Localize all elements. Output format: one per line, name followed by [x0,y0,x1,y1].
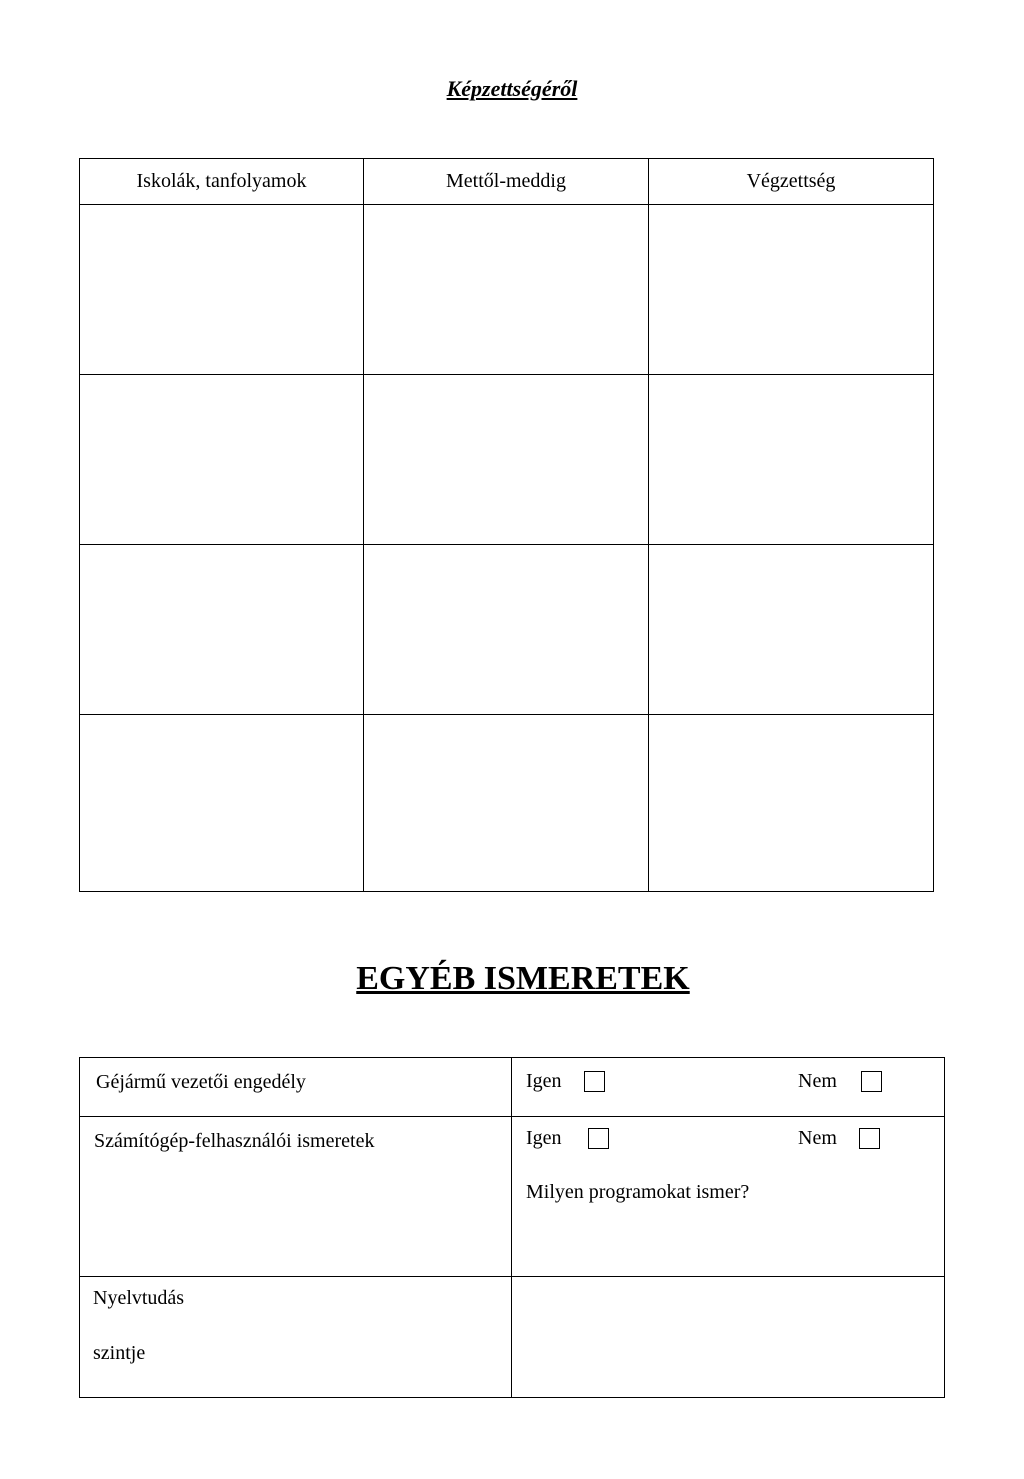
schools-cell[interactable] [80,545,364,715]
programs-question: Milyen programokat ismer? [526,1181,750,1203]
computer-no-checkbox[interactable] [859,1128,880,1149]
license-yes-option[interactable] [526,1070,605,1093]
column-header-qualification: Végzettség [649,159,934,205]
table-row [80,205,934,375]
computer-label: Számítógép-felhasználói ismeretek [80,1117,512,1277]
computer-row [80,1117,945,1277]
schools-cell[interactable] [80,375,364,545]
language-input-cell[interactable] [512,1277,945,1398]
computer-yes-label: Igen [526,1127,562,1149]
license-no-checkbox[interactable] [861,1071,882,1092]
language-label: Nyelvtudás [93,1287,185,1309]
computer-no-label: Nem [798,1127,837,1149]
language-level-label: szintje [93,1342,146,1364]
license-yes-checkbox[interactable] [584,1071,605,1092]
computer-yes-checkbox[interactable] [588,1128,609,1149]
period-cell[interactable] [364,715,649,892]
license-yes-label: Igen [526,1070,562,1092]
schools-cell[interactable] [80,205,364,375]
computer-yes-option[interactable] [526,1127,609,1150]
table-row [80,715,934,892]
schools-cell[interactable] [80,715,364,892]
table-row [80,545,934,715]
computer-options [512,1117,945,1277]
column-header-period: Mettől-meddig [364,159,649,205]
license-options [512,1058,945,1117]
license-row [80,1058,945,1117]
period-cell[interactable] [364,205,649,375]
period-cell[interactable] [364,375,649,545]
qualification-cell[interactable] [649,715,934,892]
other-skills-title: EGYÉB ISMERETEK [356,960,690,997]
license-label: Géjármű vezetői engedély [80,1058,512,1117]
language-cell [80,1277,512,1398]
license-no-option[interactable] [798,1070,882,1093]
column-header-schools: Iskolák, tanfolyamok [80,159,364,205]
qualification-cell[interactable] [649,545,934,715]
education-title: Képzettségéről [446,76,578,101]
license-no-label: Nem [798,1070,837,1092]
qualification-cell[interactable] [649,205,934,375]
other-skills-table [79,1057,945,1398]
language-row [80,1277,945,1398]
qualification-cell[interactable] [649,375,934,545]
table-row [80,375,934,545]
education-table [79,158,934,892]
period-cell[interactable] [364,545,649,715]
education-header-row [80,159,934,205]
computer-no-option[interactable] [798,1127,880,1150]
